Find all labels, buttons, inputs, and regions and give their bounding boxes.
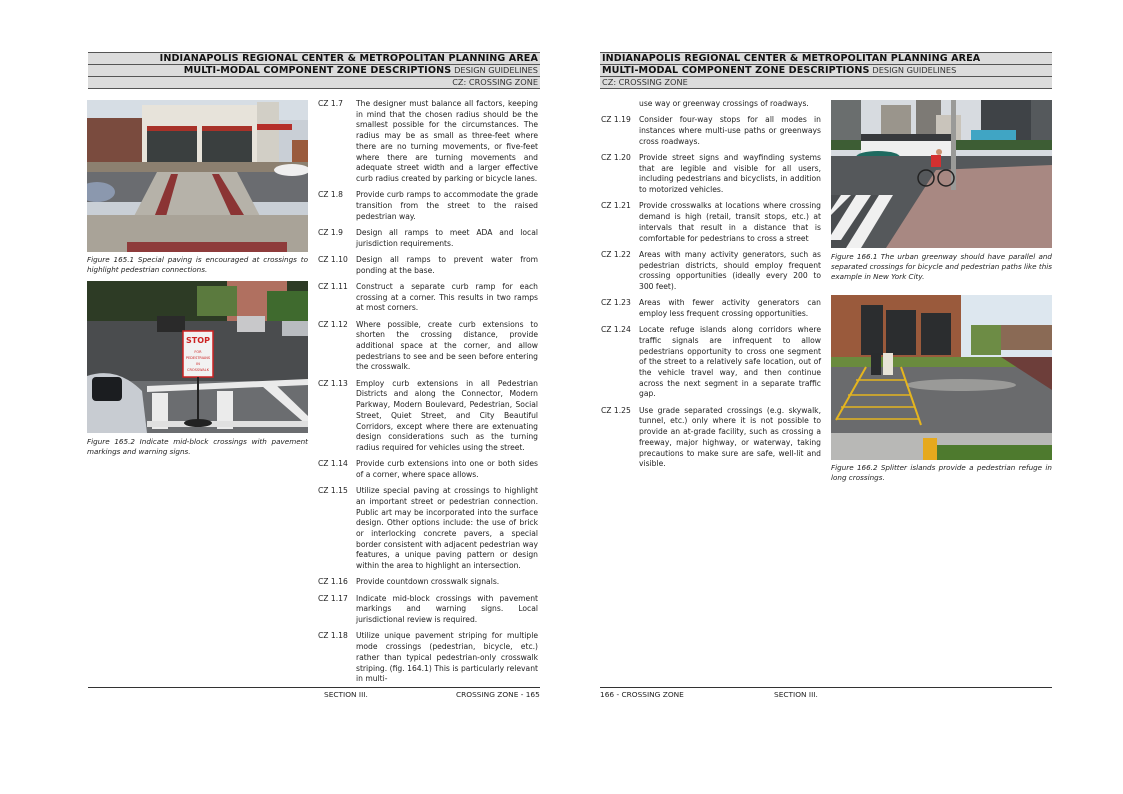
guideline-text: The designer must balance all factors, keeping in mind that the chosen radius should be the smallest possible for the circumstances. The radius may be as small as three-feet where there are no turning movements, or five-feet where there are turning movements and adequate street width and a larger effective curb radius created by parking or bicycle lanes. — [356, 99, 538, 183]
guideline-text: Where possible, create curb extensions to shorten the crossing distance, provide additional space at the corner, and allow pedestrians to see and be seen before entering the crosswalk. — [356, 319, 538, 372]
header-subtitle-row — [600, 65, 1052, 77]
guideline-code: CZ 1.11 — [318, 281, 348, 291]
figure-165-2-photo — [87, 281, 308, 433]
guideline-text: Employ curb extensions in all Pedestrian Districts and along the Connector, Modern Parkway, Modern Boulevard, Pedestrian, Social Street, Quiet Street, and City Beautiful Corridors, except where there are extenuating design considerations such as the turning radius required for vehicles using the street. — [356, 378, 538, 452]
figure-165-1-caption: Figure 165.1 Special paving is encouraged at crossings to highlight pedestrian connections. — [87, 255, 308, 274]
guideline-item — [318, 255, 538, 276]
svg-text:FOR: FOR — [194, 350, 202, 354]
guideline-code: CZ 1.18 — [318, 631, 348, 641]
guideline-item — [318, 594, 538, 626]
guideline-text: Areas with many activity generators, such as pedestrian districts, should employ frequent crossing opportunities (ideally every 200 to 300 feet). — [639, 249, 821, 291]
guideline-text: Use grade separated crossings (e.g. skywalk, tunnel, etc.) only where it is not possible to provide an at-grade facility, such as crossing a freeway, major highway, or waterway, taking precautions to make sure are safe, well-lit and visible. — [639, 405, 821, 469]
header-section-row — [600, 77, 1052, 89]
guideline-item — [601, 325, 821, 400]
guideline-code: CZ 1.9 — [318, 227, 343, 237]
header-section: CZ: CROSSING ZONE — [452, 77, 538, 87]
guideline-code: CZ 1.7 — [318, 99, 343, 108]
guideline-item — [318, 379, 538, 454]
guideline-text: Provide crosswalks at locations where crossing demand is high (retail, transit stops, etc.) at intervals that result in a distance that is comfortable for pedestrians to cross a street — [639, 201, 821, 243]
footer-rule — [600, 687, 1052, 688]
guideline-item — [318, 190, 538, 222]
header-subtitle-thin: DESIGN GUIDELINES — [872, 65, 957, 75]
guideline-text: Provide curb extensions into one or both sides of a corner, where space allows. — [356, 459, 538, 479]
header-title-row — [600, 52, 1052, 65]
figure-166-2-caption: Figure 166.2 Splitter islands provide a pedestrian refuge in long crossings. — [831, 463, 1052, 482]
footer-page-number: CROSSING ZONE - 165 — [456, 690, 540, 699]
footer-rule — [88, 687, 540, 688]
guideline-code: CZ 1.12 — [318, 319, 348, 329]
svg-text:PEDESTRIANS: PEDESTRIANS — [185, 356, 211, 360]
header-title: INDIANAPOLIS REGIONAL CENTER & METROPOLITAN PLANNING AREA — [159, 53, 538, 64]
guideline-code: CZ 1.22 — [601, 249, 631, 259]
guideline-code: CZ 1.25 — [601, 405, 631, 415]
guideline-code: CZ 1.24 — [601, 325, 631, 335]
footer-section: SECTION III. — [324, 690, 368, 699]
guideline-item — [601, 201, 821, 244]
stop-sign-text: STOP — [186, 336, 210, 345]
right-page — [562, 0, 1123, 794]
guideline-text: Design all ramps to meet ADA and local jurisdiction requirements. — [356, 227, 538, 248]
guideline-item — [601, 115, 821, 147]
figure-165-1-photo — [87, 100, 308, 252]
guideline-item — [601, 406, 821, 470]
footer-section: SECTION III. — [774, 690, 818, 699]
guideline-text: Areas with fewer activity generators can employ less frequent crossing opportunities. — [639, 298, 821, 318]
guideline-code: CZ 1.10 — [318, 254, 348, 264]
guideline-item — [601, 250, 821, 293]
figure-166-1-photo — [831, 100, 1052, 248]
header-section-row — [88, 77, 540, 89]
guideline-text: Locate refuge islands along corridors where traffic signals are infrequent to allow pedestrians opportunity to cross one segment of the street to a relatively safe location, out of the vehicle travel way, and then continue across the next segment in a separate traffic gap. — [639, 325, 821, 399]
svg-text:IN: IN — [196, 362, 200, 366]
guideline-code: CZ 1.23 — [601, 298, 631, 308]
header-subtitle: MULTI-MODAL COMPONENT ZONE DESCRIPTIONS — [183, 65, 452, 76]
guideline-code: CZ 1.20 — [601, 153, 631, 162]
guideline-text: Consider four-way stops for all modes in instances where multi-use paths or greenways cross roadways. — [639, 115, 821, 146]
guideline-continuation: use way or greenway crossings of roadways. — [639, 99, 809, 108]
left-page — [0, 0, 561, 794]
guideline-item — [318, 631, 538, 685]
guideline-item — [318, 228, 538, 249]
guideline-code: CZ 1.13 — [318, 378, 348, 388]
figure-165-2-caption: Figure 165.2 Indicate mid-block crossings with pavement markings and warning signs. — [87, 437, 308, 456]
guideline-code: CZ 1.14 — [318, 459, 348, 469]
guideline-item — [318, 577, 538, 588]
guideline-code: CZ 1.15 — [318, 486, 348, 496]
guideline-code: CZ 1.8 — [318, 190, 343, 200]
figure-166-2-photo — [831, 295, 1052, 460]
svg-text:CROSSWALK: CROSSWALK — [187, 368, 209, 372]
guideline-text: Utilize special paving at crossings to highlight an important street or pedestrian connection. Public art may be incorporated into the surface design. Other options include: the use of brick or interlocking concrete pavers, a special border consistent with adjacent pedestrian way features, a unique paving pattern or design within the area to highlight an intersection. — [356, 486, 538, 571]
guidelines-column-right — [601, 99, 821, 476]
guideline-text: Provide curb ramps to accommodate the grade transition from the street to the raised pedestrian way. — [356, 190, 538, 221]
header-subtitle: MULTI-MODAL COMPONENT ZONE DESCRIPTIONS — [602, 65, 870, 76]
guideline-text: Provide countdown crosswalk signals. — [356, 577, 500, 587]
header-title-row — [88, 52, 540, 65]
guideline-text: Design all ramps to prevent water from ponding at the base. — [356, 254, 538, 275]
header-subtitle-row — [88, 65, 540, 77]
guideline-item — [318, 282, 538, 314]
guideline-code: CZ 1.19 — [601, 115, 631, 125]
guideline-text: Utilize unique pavement striping for multiple mode crossings (pedestrian, bicycle, etc.) rather than typical pedestrian-only crosswalk striping. (fig. 164.1) This is particularly relevant in multi- — [356, 631, 538, 684]
header-section: CZ: CROSSING ZONE — [602, 77, 688, 87]
footer-page-number: 166 - CROSSING ZONE — [600, 690, 684, 699]
figure-166-1-caption: Figure 166.1 The urban greenway should have parallel and separated crossings for bicycle and pedestrian paths like this example in New York City. — [831, 252, 1052, 281]
guideline-item — [601, 298, 821, 319]
guideline-item — [318, 459, 538, 480]
guideline-item — [601, 153, 821, 196]
page-header — [88, 52, 540, 89]
guideline-item — [318, 320, 538, 374]
header-title: INDIANAPOLIS REGIONAL CENTER & METROPOLITAN PLANNING AREA — [602, 53, 981, 64]
page-header — [600, 52, 1052, 89]
guideline-item — [318, 486, 538, 572]
guideline-text: Provide street signs and wayfinding systems that are legible and visible for all users, including pedestrians and bicyclists, in addition to motorized vehicles. — [639, 153, 821, 195]
guideline-code: CZ 1.17 — [318, 593, 348, 603]
guideline-text: Indicate mid-block crossings with pavement markings and warning signs. Local jurisdictional review is required. — [356, 593, 538, 625]
guideline-item — [318, 99, 538, 185]
guideline-code: CZ 1.16 — [318, 577, 348, 587]
guideline-code: CZ 1.21 — [601, 201, 631, 211]
header-subtitle-thin: DESIGN GUIDELINES — [454, 65, 538, 75]
guidelines-column-left — [318, 99, 538, 691]
guideline-text: Construct a separate curb ramp for each crossing at a corner. This results in two ramps at most corners. — [356, 281, 538, 313]
